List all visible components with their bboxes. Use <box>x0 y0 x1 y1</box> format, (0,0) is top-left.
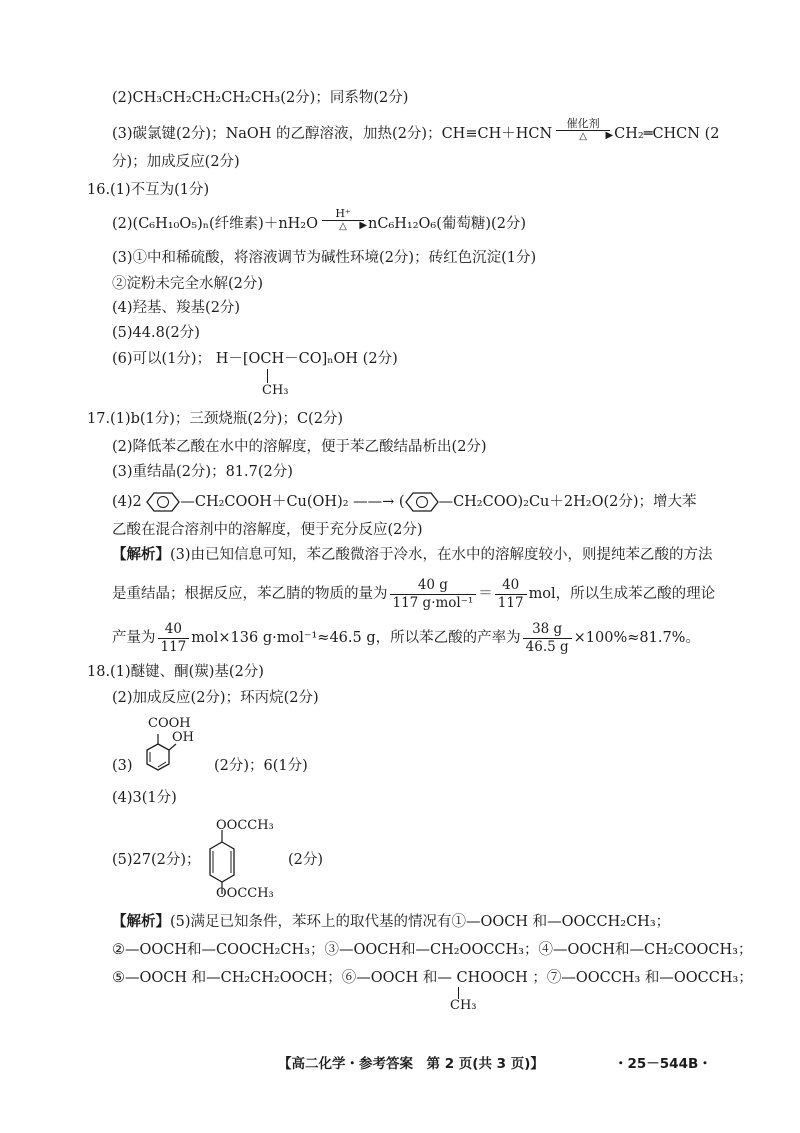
q16-part6 <box>112 349 398 369</box>
q15-part3-text: (3)碳氯键(2分)；NaOH 的乙醇溶液，加热(2分)；CH≡CH＋HCN <box>112 126 553 142</box>
analysis-18-line3: ⑤—OOCH 和—CH₂CH₂OOCH；⑥—OOCH 和— CHOOCH ；⑦—OOCCH₃ 和—OOCCH₃； <box>112 970 753 986</box>
analysis-18-line2: ②—OOCH和—COOCH₂CH₃；③—OOCH和—CH₂OOCCH₃；④—OOCH和—CH₂COOCH₃； <box>112 942 753 958</box>
q17-part2: (2)降低苯乙酸在水中的溶解度，便于苯乙酸结晶析出(2分) <box>112 439 487 455</box>
methyl-group: CH₃ <box>450 998 477 1013</box>
q16-part3b: ②淀粉未完全水解(2分) <box>112 276 264 292</box>
analysis-18-line1 <box>112 912 670 932</box>
q18-part3-label: (3) <box>112 758 133 774</box>
q17-part4 <box>112 491 697 513</box>
acid-catalyst-label: H⁺ <box>335 207 351 220</box>
q17-part4-coef: (4)2 <box>112 494 142 510</box>
analysis-17-line3 <box>112 618 700 658</box>
q16-part2-reactant: (2)(C₆H₁₀O₅)ₙ(纤维素)＋nH₂O <box>112 216 319 232</box>
substituent-bottom: OOCCH₃ <box>216 886 274 901</box>
q15-part3-product: CH₂═CHCN (2 <box>614 126 720 142</box>
analysis-text: ×100%≈81.7%。 <box>573 630 700 646</box>
q16-part3: (3)①中和稀硫酸，将溶液调节为碱性环境(2分)；砖红色沉淀(1分) <box>112 250 537 266</box>
hydroxyl-label: OH <box>172 730 194 745</box>
q15-part3-line1 <box>112 117 720 146</box>
equals-sign: ＝ <box>478 586 493 602</box>
q16-part1: 16.(1)不互为(1分) <box>87 182 210 198</box>
q17-part4-reactants: —CH₂COOH＋Cu(OH)₂ ——→ ( <box>180 494 405 510</box>
q17-part4-products: —CH₂COO)₂Cu＋2H₂O(2分)；增大苯 <box>438 494 697 510</box>
fraction: $\frac{38 g}{46.5 g}$ <box>523 621 572 656</box>
analysis-text: mol，所以生成苯乙酸的理论 <box>528 586 716 602</box>
analysis-text: 是重结晶；根据反应，苯乙腈的物质的量为 <box>112 586 388 602</box>
q16-part5: (5)44.8(2分) <box>112 325 200 341</box>
analysis-tag: 【解析】 <box>112 913 170 930</box>
heat-symbol: △ <box>579 131 587 142</box>
q16-part2-product: nC₆H₁₂O₆(葡萄糖)(2分) <box>368 216 527 232</box>
q18-part5-score: (2分) <box>288 852 324 868</box>
reaction-arrow: H⁺ ▶ △ <box>322 208 364 232</box>
q18-part2: (2)加成反应(2分)；环丙烷(2分) <box>112 690 319 706</box>
fraction: $\frac{40}{117}$ <box>495 577 527 612</box>
catalyst-label: 催化剂 <box>566 117 600 130</box>
substituent-top: OOCCH₃ <box>216 818 274 833</box>
q18-part1: 18.(1)醚键、酮(羰)基(2分) <box>87 664 264 680</box>
benzene-ring-icon <box>146 491 180 513</box>
carboxyl-label: COOH <box>148 716 191 731</box>
q17-part1: 17.(1)b(1分)；三颈烧瓶(2分)；C(2分) <box>87 411 344 427</box>
q18-part5-label: (5)27(2分)； <box>112 852 201 868</box>
q16-part4: (4)羟基、羧基(2分) <box>112 300 241 316</box>
q15-part3-line2: 分)；加成反应(2分) <box>112 154 240 170</box>
q18-part4: (4)3(1分) <box>112 790 177 806</box>
polylactic-acid-formula: H－[OCH－CO]ₙOH (2分) <box>215 351 398 367</box>
analysis-text: 产量为 <box>112 630 156 646</box>
q15-part2: (2)CH₃CH₂CH₂CH₂CH₃(2分)；同系物(2分) <box>112 90 409 106</box>
fraction: $\frac{40}{117}$ <box>158 621 190 656</box>
q18-part3-score: (2分)；6(1分) <box>214 758 308 774</box>
q17-part4-cont: 乙酸在混合溶剂中的溶解度，便于充分反应(2分) <box>112 522 423 538</box>
analysis-tag: 【解析】 <box>112 546 170 563</box>
q17-part3: (3)重结晶(2分)；81.7(2分) <box>112 464 293 480</box>
q16-part6-answer: (6)可以(1分)； <box>112 351 212 367</box>
footer-title: 【高二化学・参考答案 第 2 页(共 3 页)】 <box>278 1056 544 1072</box>
benzene-ring-icon <box>136 732 186 784</box>
analysis-text: (5)满足已知条件，苯环上的取代基的情况有①—OOCH 和—OOCCH₂CH₃； <box>170 914 671 930</box>
benzene-ring-icon <box>405 491 439 513</box>
analysis-17-line1 <box>112 545 713 565</box>
reaction-arrow: 催化剂 ▶ △ <box>556 118 610 142</box>
footer-code: ・25－544B・ <box>614 1056 712 1072</box>
fraction: $\frac{40 g}{\text{117 g·mol⁻¹}}$ <box>390 577 477 612</box>
heat-symbol: △ <box>339 221 347 232</box>
methyl-group: CH₃ <box>262 383 289 398</box>
q16-part2 <box>112 207 527 236</box>
analysis-text: (3)由已知信息可知，苯乙酸微溶于冷水，在水中的溶解度较小，则提纯苯乙酸的方法 <box>170 547 713 563</box>
analysis-text: mol×136 g·mol⁻¹≈46.5 g，所以苯乙酸的产率为 <box>191 630 521 646</box>
analysis-17-line2 <box>112 574 715 614</box>
